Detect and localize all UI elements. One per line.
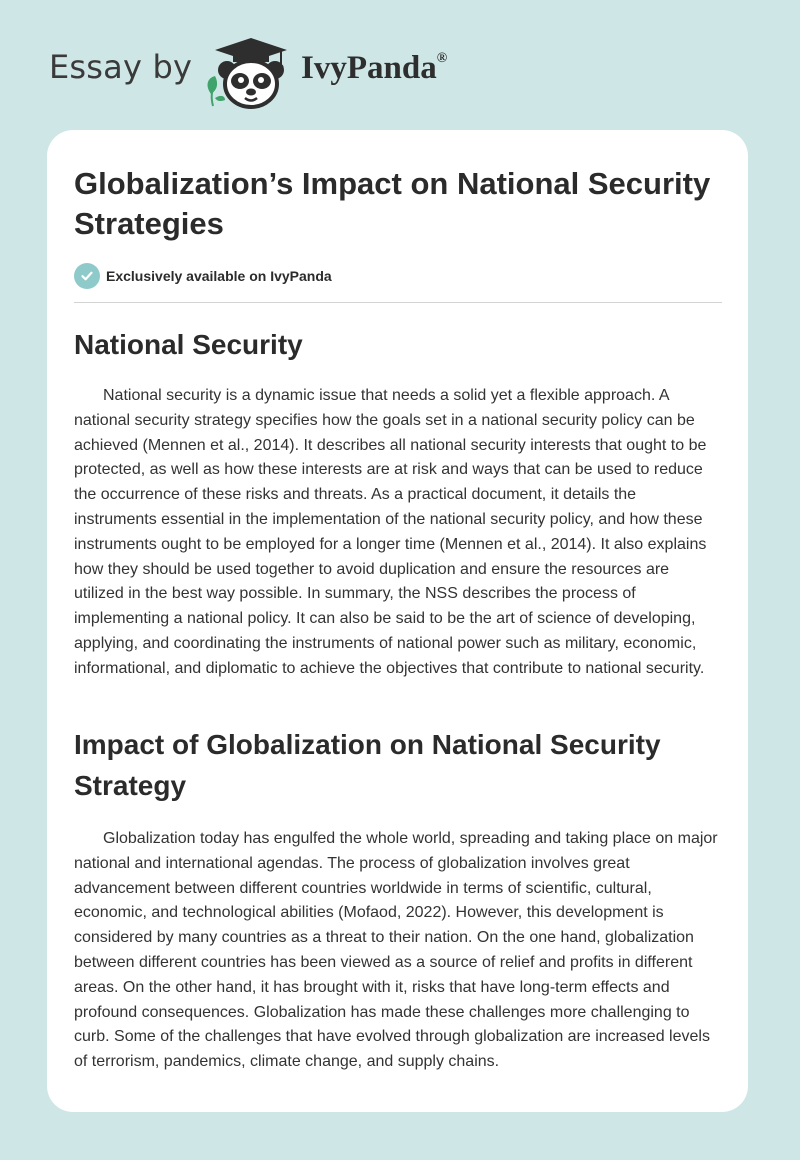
brand-text: IvyPanda xyxy=(301,50,437,86)
essay-title: Globalization’s Impact on National Security Strategies xyxy=(74,166,711,241)
divider xyxy=(74,302,722,303)
section-paragraph-national-security: National security is a dynamic issue that needs a solid yet a flexible approach. A national security strategy specifies how the goals set in a national security policy can be achieved (Mennen et al., 2014). It describes all national security interests that ought to be protected, as well as how these interests are at risk and ways that can be used to reduce the occurrence of these risks and threats. As a practical document, it details the instruments essential in the implementation of the national security policy, and how these instruments ought to be employed for a longer time (Mennen et al., 2014). It also explains how they should be used together to avoid duplication and ensure the resources are utilized in the best way possible. In summary, the NSS describes the process of implementing a national policy. It can also be said to be the art of science of developing, applying, and coordinating the instruments of national power such as military, economic, informational, and diplomatic to achieve the objectives that contribute to national security. xyxy=(74,387,707,677)
registered-mark: ® xyxy=(436,51,448,66)
badge-label: Exclusively available on IvyPanda xyxy=(106,268,332,284)
exclusive-badge xyxy=(74,262,332,290)
brand-name[interactable] xyxy=(301,50,447,87)
section-heading-national-security: National Security xyxy=(74,329,303,360)
site-header xyxy=(49,36,549,112)
panda-logo-icon[interactable] xyxy=(201,36,297,110)
checkmark-circle-icon xyxy=(74,263,100,289)
essay-card xyxy=(47,130,748,1112)
section-heading-globalization-impact: Impact of Globalization on National Security Strategy xyxy=(74,729,661,801)
section-paragraph-globalization-impact: Globalization today has engulfed the whole world, spreading and taking place on major national and international agendas. The process of globalization involves great advancement between different countries worldwide in terms of scientific, cultural, economic, and technological abilities (Mofaod, 2022). However, this development is considered by many countries as a threat to their nation. On the one hand, globalization between different countries has been viewed as a source of relief and profits in different areas. On the other hand, it has brought with it, risks that have long-term effects and profound consequences. Globalization has made these challenges more challenging to curb. Some of the challenges that have evolved through globalization are increased levels of terrorism, pandemics, climate change, and supply chains. xyxy=(74,830,718,1071)
essay-by-label: Essay by xyxy=(49,48,193,86)
